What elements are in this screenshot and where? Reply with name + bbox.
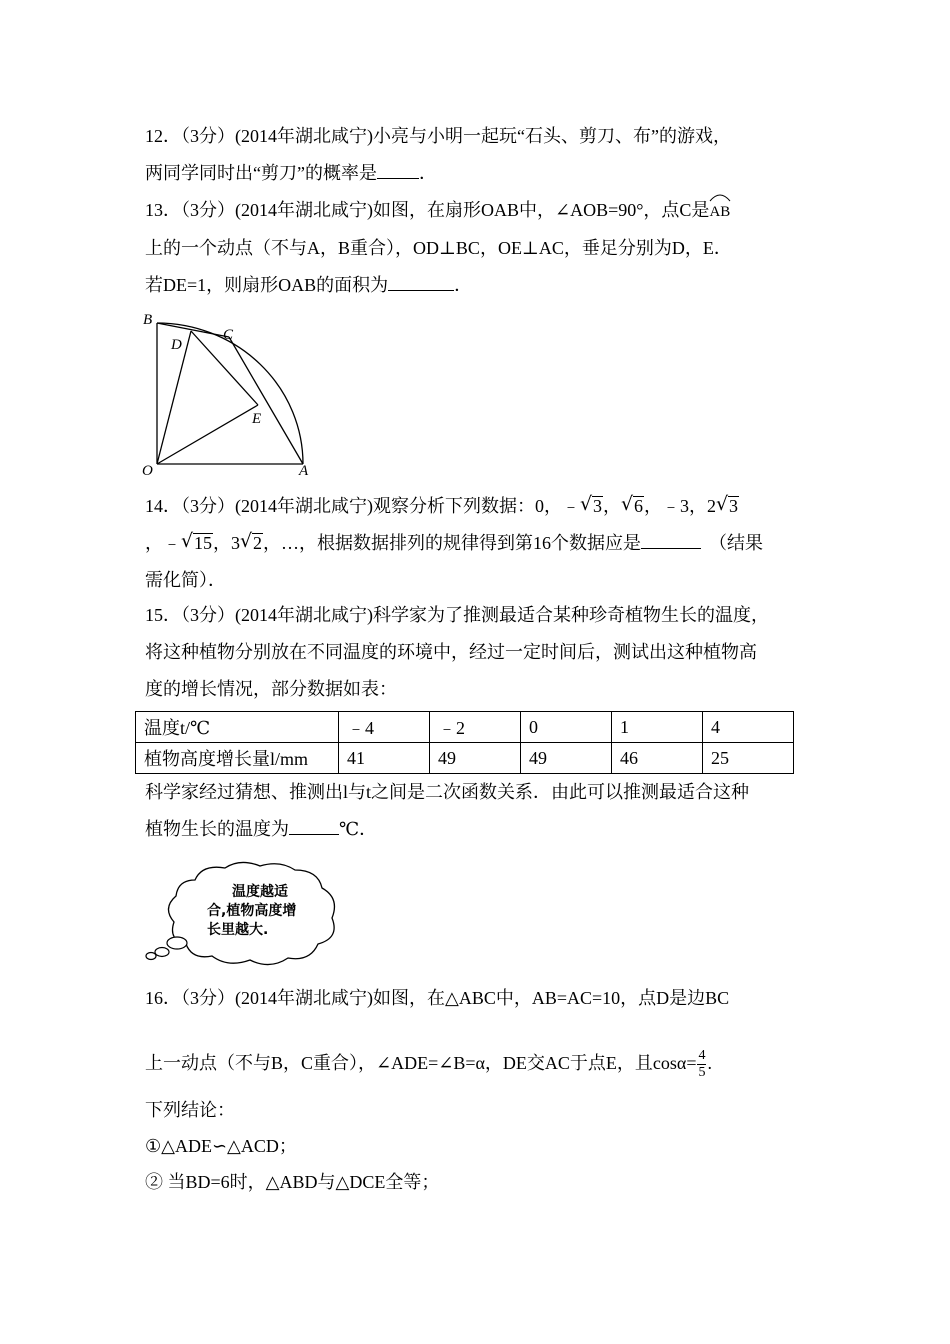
table-cell: 4: [703, 712, 794, 743]
label-e: E: [252, 411, 262, 427]
q16-line2: 上一动点（不与B，C重合），∠ADE=∠B=α，DE交AC于点E，且cosα= $\frac{4}{5}$ .: [145, 1048, 712, 1081]
q12-line1: 12．（3分）(2014年湖北咸宁)小亮与小明一起玩“石头、剪刀、布”的游戏，: [145, 126, 731, 146]
arc-ab-label: AB: [709, 200, 730, 224]
table-cell: 49: [430, 743, 521, 774]
answer-blank: [377, 162, 419, 179]
table-cell: 0: [521, 712, 612, 743]
cloud-line1: 温度越适: [232, 884, 288, 900]
table-cell: 46: [612, 743, 703, 774]
q13-text: 13．（3分）(2014年湖北咸宁)如图，在扇形OAB中，∠AOB=90°，点C是: [145, 200, 710, 220]
table-cell: 49: [521, 743, 612, 774]
q13-line2: 上的一个动点（不与A，B重合），OD⊥BC，OE⊥AC，垂足分别为D，E．: [145, 238, 732, 258]
sqrt-3b: √ 3: [716, 494, 739, 518]
q12-tail: ．: [418, 163, 437, 183]
table-cell: 植物高度增长量l/mm: [136, 743, 339, 774]
q16-line4: ①△ADE∽△ACD；: [145, 1136, 297, 1156]
q16-line5: ② 当BD=6时，△ABD与△DCE全等；: [145, 1172, 440, 1192]
table-row: [136, 712, 794, 743]
sector-figure: [135, 305, 325, 485]
label-o: O: [142, 463, 153, 479]
data-table: [135, 711, 794, 774]
q15-line2: 将这种植物分别放在不同温度的环境中，经过一定时间后，测试出这种植物高: [145, 642, 757, 662]
answer-blank: [641, 532, 701, 549]
table-cell: ﹣4: [339, 712, 430, 743]
q14-line1: 14．（3分）(2014年湖北咸宁)观察分析下列数据：0，﹣√ 3，√ 6，﹣3，2√ 3: [145, 494, 739, 518]
q12-text: 两同学同时出“剪刀”的概率是: [145, 163, 377, 183]
sqrt-3: √ 3: [580, 494, 603, 518]
q16-line1: 16．（3分）(2014年湖北咸宁)如图，在△ABC中，AB=AC=10，点D是边BC: [145, 988, 730, 1008]
q15-line4: 科学家经过猜想、推测出l与t之间是二次函数关系．由此可以推测最适合这种: [145, 782, 749, 802]
label-b: B: [143, 312, 153, 328]
label-d: D: [171, 337, 182, 353]
cloud-line2: 合,植物高度增: [207, 903, 297, 919]
table-cell: ﹣2: [430, 712, 521, 743]
q15-line3: 度的增长情况，部分数据如表：: [145, 679, 397, 699]
table-cell: 1: [612, 712, 703, 743]
label-a: A: [299, 463, 309, 479]
q14-line3: 需化简）．: [145, 570, 226, 590]
fraction-4-5: $\frac{4}{5}$: [698, 1048, 706, 1081]
cloud-line3: 长里越大.: [207, 922, 269, 938]
answer-blank: [388, 274, 454, 291]
q14-line2: ，﹣√ 15，3√ 2，…，根据数据排列的规律得到第16个数据应是 （结果: [145, 531, 763, 555]
q12-line2: [145, 161, 437, 185]
q15-line1: 15．（3分）(2014年湖北咸宁)科学家为了推测最适合某种珍奇植物生长的温度，: [145, 605, 769, 625]
q13-line3: 若DE=1，则扇形OAB的面积为 ．: [145, 275, 473, 295]
label-c: C: [223, 327, 234, 343]
sqrt-2: √ 2: [240, 531, 263, 555]
q15-line5: 植物生长的温度为 ℃．: [145, 819, 378, 839]
table-cell: 25: [703, 743, 794, 774]
sqrt-6: √ 6: [621, 494, 644, 518]
table-cell: 41: [339, 743, 430, 774]
q13-text3: 若DE=1，则扇形OAB的面积为: [145, 275, 389, 295]
q16-line3: 下列结论：: [145, 1100, 235, 1120]
q13-line1: [145, 198, 730, 224]
sqrt-15: √ 15: [181, 531, 213, 555]
answer-blank: [289, 818, 339, 835]
table-row: [136, 743, 794, 774]
table-cell: 温度t/℃: [136, 712, 339, 743]
